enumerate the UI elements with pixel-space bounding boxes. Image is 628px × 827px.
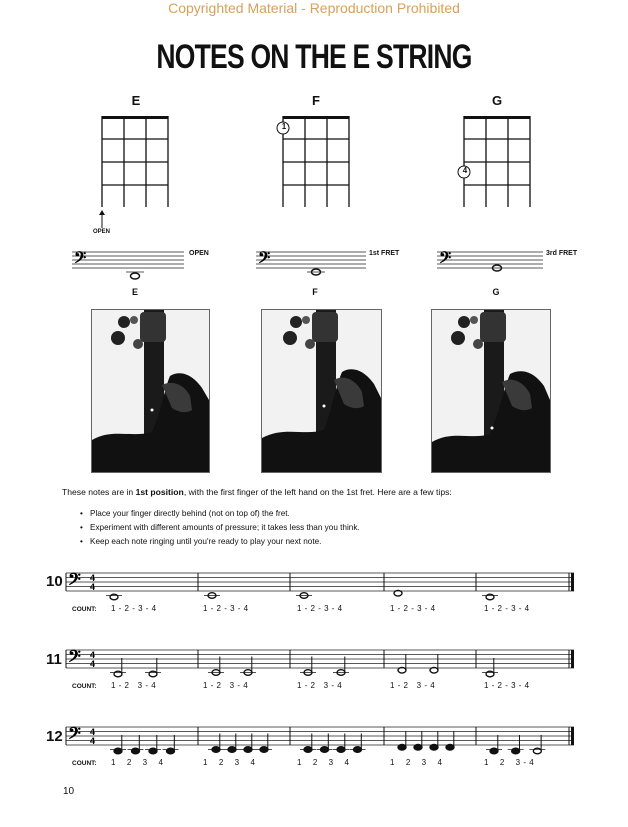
note-head xyxy=(114,748,122,754)
note-head xyxy=(114,671,122,677)
note-head xyxy=(533,748,541,754)
count-text: 1 2 3 4 xyxy=(203,758,256,767)
svg-text:𝄢: 𝄢 xyxy=(258,250,271,271)
note-head xyxy=(490,748,498,754)
chord-name-g: G xyxy=(491,93,503,108)
page-title: NOTES ON THE E STRING xyxy=(156,38,472,76)
count-text: 1 2 3 4 xyxy=(111,758,164,767)
count-text: 1 - 2 - 3 - 4 xyxy=(297,604,343,613)
note-head xyxy=(167,748,175,754)
chord-name-f: F xyxy=(312,93,320,108)
tip-item: • Keep each note ringing until you're ready to play your next note. xyxy=(80,537,322,546)
count-text: 1 - 2 3 - 4 xyxy=(203,681,249,690)
exercise-number-10: 10 xyxy=(46,573,63,590)
note-head xyxy=(321,747,329,753)
svg-text:𝄢: 𝄢 xyxy=(439,250,452,271)
count-text: 1 - 2 - 3 - 4 xyxy=(484,681,530,690)
count-text: 1 - 2 - 3 - 4 xyxy=(203,604,249,613)
note-head xyxy=(486,594,494,600)
count-text: 1 - 2 - 3 - 4 xyxy=(111,604,157,613)
count-label-12: COUNT: xyxy=(72,760,97,767)
note-head xyxy=(414,744,422,750)
staff-label-g: 3rd FRET xyxy=(546,250,578,257)
staff-label-e: OPEN xyxy=(189,250,209,257)
photo-label-g: G xyxy=(492,287,500,297)
bass-clef-icon: 𝄢 xyxy=(68,725,81,747)
staff-label-f: 1st FRET xyxy=(369,250,400,257)
count-text: 1 - 2 - 3 - 4 xyxy=(390,604,436,613)
note-head xyxy=(512,748,520,754)
finger-number-g: 4 xyxy=(462,166,468,175)
final-bar-thick xyxy=(571,650,574,668)
note-head xyxy=(149,748,157,754)
exercise-number-12: 12 xyxy=(46,728,63,745)
note-head xyxy=(132,748,140,754)
time-signature: 4 xyxy=(90,727,96,737)
photo-label-f: F xyxy=(312,287,318,297)
time-signature: 4 xyxy=(90,650,96,660)
count-text: 1 - 2 3 - 4 xyxy=(111,681,157,690)
tip-item: • Place your finger directly behind (not on top of) the fret. xyxy=(80,509,290,518)
count-text: 1 - 2 3 - 4 xyxy=(390,681,436,690)
count-text: 1 - 2 3 - 4 xyxy=(297,681,343,690)
page-number: 10 xyxy=(63,786,75,797)
final-bar-thick xyxy=(571,727,574,745)
count-text: 1 - 2 - 3 - 4 xyxy=(484,604,530,613)
note-head xyxy=(446,744,454,750)
svg-text:𝄢: 𝄢 xyxy=(74,250,87,271)
final-bar-thick xyxy=(571,573,574,591)
count-label-10: COUNT: xyxy=(72,606,97,613)
bass-clef-icon: 𝄢 xyxy=(68,571,81,593)
note-head xyxy=(398,744,406,750)
count-label-11: COUNT: xyxy=(72,683,97,690)
note-head xyxy=(430,744,438,750)
time-signature: 4 xyxy=(90,573,96,583)
finger-number-f: 1 xyxy=(281,122,287,131)
photo-label-e: E xyxy=(131,287,138,297)
note-head xyxy=(149,671,157,677)
note-head xyxy=(337,747,345,753)
note-head xyxy=(244,747,252,753)
bass-clef-icon: 𝄢 xyxy=(68,648,81,670)
copyright-notice: Copyrighted Material - Reproduction Prohibited xyxy=(168,0,460,16)
count-text: 1 2 3 4 xyxy=(297,758,350,767)
note-head xyxy=(304,747,312,753)
intro-text: These notes are in 1st position, with the first finger of the left hand on the 1st fret. Here are a few tips: xyxy=(62,487,452,497)
note-head xyxy=(110,594,118,600)
note-head xyxy=(486,671,494,677)
count-text: 1 2 3 - 4 xyxy=(484,758,535,767)
note-head xyxy=(212,747,220,753)
time-signature: 4 xyxy=(90,582,96,592)
chord-name-e: E xyxy=(131,93,141,108)
note-head xyxy=(354,747,362,753)
tip-item: • Experiment with different amounts of pressure; it takes less than you think. xyxy=(80,523,360,532)
time-signature: 4 xyxy=(90,659,96,669)
open-string-label: OPEN xyxy=(93,229,111,235)
exercise-number-11: 11 xyxy=(46,651,62,668)
note-head xyxy=(228,747,236,753)
note-head xyxy=(260,747,268,753)
time-signature: 4 xyxy=(90,736,96,746)
count-text: 1 2 3 4 xyxy=(390,758,443,767)
